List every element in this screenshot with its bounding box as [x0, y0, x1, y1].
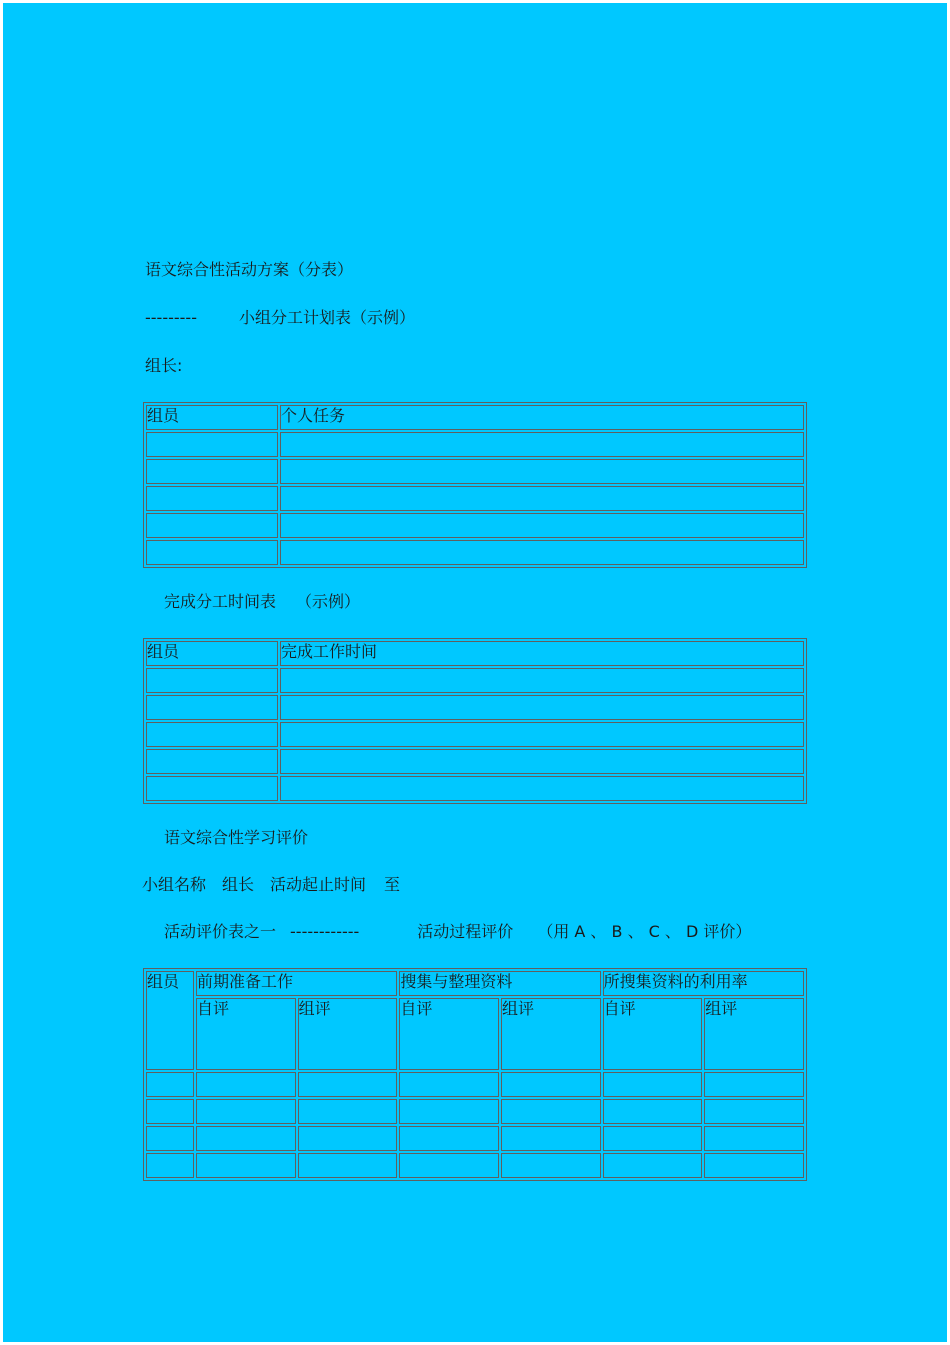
task-division-table	[143, 402, 807, 568]
grade-cell[interactable]	[196, 1126, 296, 1151]
schedule-caption-line	[164, 592, 360, 612]
grade-cell[interactable]	[501, 1153, 601, 1178]
table-header-row	[146, 405, 804, 430]
grade-cell[interactable]	[298, 1072, 398, 1097]
task-cell[interactable]	[280, 459, 804, 484]
time-cell[interactable]	[280, 722, 804, 747]
grade-cell[interactable]	[603, 1126, 703, 1151]
eval-table-label: 活动评价表之一	[164, 922, 277, 941]
table-row	[146, 1153, 804, 1178]
self-eval-header: 自评	[196, 998, 296, 1070]
member-cell[interactable]	[146, 695, 278, 720]
member-cell[interactable]	[146, 432, 278, 457]
member-header: 组员	[146, 971, 194, 1070]
table-row	[146, 1072, 804, 1097]
eval-dashes: ------------	[290, 922, 360, 941]
grading-note: （用 A 、 B 、 C 、 D 评价）	[537, 922, 752, 941]
table-row	[146, 513, 804, 538]
member-cell[interactable]	[146, 1099, 194, 1124]
member-cell[interactable]	[146, 722, 278, 747]
time-cell[interactable]	[280, 776, 804, 801]
table-header-row	[146, 641, 804, 666]
task-header: 个人任务	[280, 405, 804, 430]
group-eval-header: 组评	[298, 998, 398, 1070]
grade-cell[interactable]	[196, 1072, 296, 1097]
member-header: 组员	[146, 641, 278, 666]
activity-period-label: 活动起止时间	[270, 875, 367, 894]
task-cell[interactable]	[280, 432, 804, 457]
evaluation-table	[143, 968, 807, 1181]
grade-cell[interactable]	[501, 1099, 601, 1124]
grade-cell[interactable]	[196, 1099, 296, 1124]
table-row	[146, 486, 804, 511]
table-header-row	[146, 971, 804, 996]
grade-cell[interactable]	[603, 1072, 703, 1097]
group-header-utilization: 所搜集资料的利用率	[603, 971, 804, 996]
group-info-line	[142, 875, 400, 895]
plan-caption-line	[145, 308, 415, 328]
table-subheader-row	[146, 998, 804, 1070]
document-title: 语文综合性活动方案（分表）	[145, 260, 354, 279]
member-cell[interactable]	[146, 749, 278, 774]
table-row	[146, 1099, 804, 1124]
grade-cell[interactable]	[603, 1153, 703, 1178]
grade-cell[interactable]	[399, 1072, 499, 1097]
grade-cell[interactable]	[501, 1126, 601, 1151]
group-name-label: 小组名称	[142, 875, 207, 894]
member-cell[interactable]	[146, 459, 278, 484]
table-row	[146, 776, 804, 801]
member-cell[interactable]	[146, 776, 278, 801]
to-label: 至	[384, 875, 401, 894]
plan-table-caption: 小组分工计划表（示例）	[238, 308, 415, 327]
table-row	[146, 540, 804, 565]
table-row	[146, 1126, 804, 1151]
grade-cell[interactable]	[298, 1099, 398, 1124]
grade-cell[interactable]	[603, 1099, 703, 1124]
grade-cell[interactable]	[704, 1126, 804, 1151]
member-cell[interactable]	[146, 1072, 194, 1097]
group-header-collection: 搜集与整理资料	[399, 971, 600, 996]
table-row	[146, 432, 804, 457]
time-header: 完成工作时间	[280, 641, 804, 666]
time-cell[interactable]	[280, 749, 804, 774]
grade-cell[interactable]	[298, 1153, 398, 1178]
member-cell[interactable]	[146, 486, 278, 511]
evaluation-heading: 语文综合性学习评价	[164, 828, 309, 847]
table-row	[146, 459, 804, 484]
table-row	[146, 722, 804, 747]
schedule-caption: 完成分工时间表	[164, 592, 277, 611]
eval-table-caption: 活动过程评价	[417, 922, 514, 941]
group-leader-label: 组长	[222, 875, 255, 894]
grade-cell[interactable]	[501, 1072, 601, 1097]
grade-cell[interactable]	[704, 1153, 804, 1178]
time-cell[interactable]	[280, 695, 804, 720]
grade-cell[interactable]	[399, 1099, 499, 1124]
member-cell[interactable]	[146, 668, 278, 693]
task-cell[interactable]	[280, 540, 804, 565]
grade-cell[interactable]	[298, 1126, 398, 1151]
leader-label: 组长:	[145, 356, 183, 375]
member-cell[interactable]	[146, 540, 278, 565]
table-row	[146, 695, 804, 720]
plan-dashes: ---------	[145, 308, 197, 327]
group-eval-header: 组评	[501, 998, 601, 1070]
member-cell[interactable]	[146, 1153, 194, 1178]
document-page	[3, 3, 947, 1342]
member-cell[interactable]	[146, 1126, 194, 1151]
schedule-example: （示例）	[296, 592, 361, 611]
time-cell[interactable]	[280, 668, 804, 693]
grade-cell[interactable]	[196, 1153, 296, 1178]
self-eval-header: 自评	[603, 998, 703, 1070]
grade-cell[interactable]	[704, 1099, 804, 1124]
self-eval-header: 自评	[399, 998, 499, 1070]
member-header: 组员	[146, 405, 278, 430]
eval-table-caption-line	[164, 922, 751, 942]
table-row	[146, 749, 804, 774]
group-eval-header: 组评	[704, 998, 804, 1070]
grade-cell[interactable]	[399, 1126, 499, 1151]
grade-cell[interactable]	[704, 1072, 804, 1097]
grade-cell[interactable]	[399, 1153, 499, 1178]
table-row	[146, 668, 804, 693]
schedule-table	[143, 638, 807, 804]
member-cell[interactable]	[146, 513, 278, 538]
task-cell[interactable]	[280, 513, 804, 538]
task-cell[interactable]	[280, 486, 804, 511]
group-header-preparation: 前期准备工作	[196, 971, 397, 996]
